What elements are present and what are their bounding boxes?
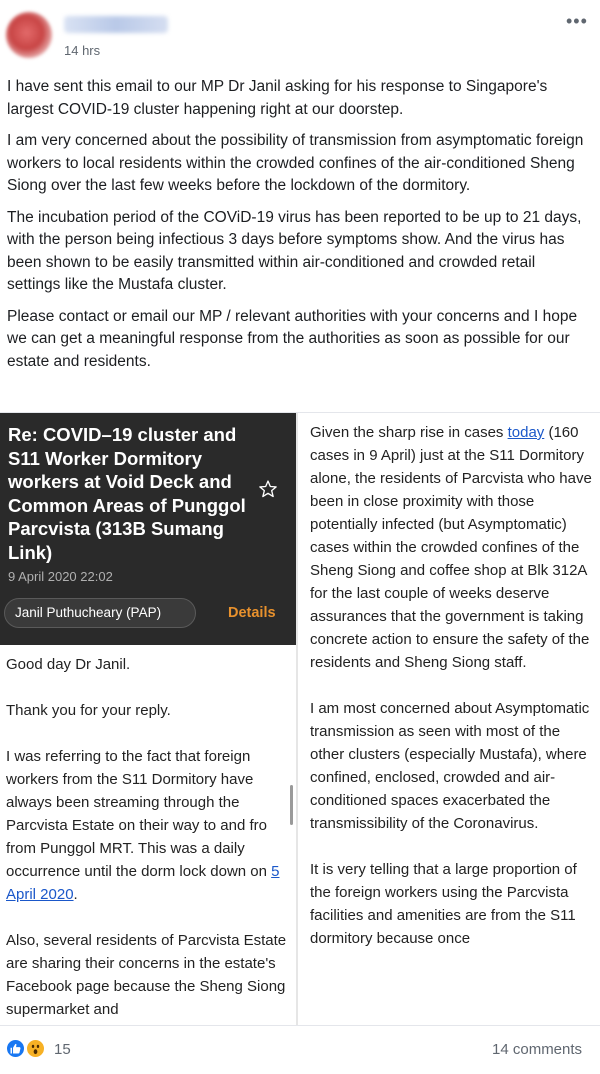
email-text: (160 cases in 9 April) just at the S11 Dormitory alone, the residents of Parcvista who have been in close proximity with those potentially infected (but Asymptomatic) cases within the crowded confines of the Sheng Siong and coffee shop at Blk 312A for the last couple of weeks deserve assurances that the government is taking concrete action to ensure the safety of the residents and Sheng Siong staff. <box>310 424 592 671</box>
like-reaction-icon[interactable] <box>5 1038 26 1059</box>
more-options-icon[interactable]: ••• <box>566 11 588 31</box>
email-date: 9 April 2020 22:02 <box>8 569 113 584</box>
post-timestamp[interactable]: 14 hrs <box>64 43 101 58</box>
email-text: Given the sharp rise in cases <box>310 424 508 441</box>
email-paragraph <box>310 421 596 674</box>
scrollbar-thumb[interactable] <box>290 785 293 825</box>
avatar[interactable] <box>6 12 52 58</box>
email-text: I was referring to the fact that foreign workers from the S11 Dormitory have always been streaming through the Parcvista Estate on their way to and fro from Punggol MRT. This was a daily occurrence until the dorm lock down on <box>6 748 272 880</box>
email-header <box>0 413 296 645</box>
post-paragraph: I am very concerned about the possibility of transmission from asymptomatic foreign workers to local residents within the crowded confines of the air-conditioned Sheng Siong over the last few weeks before the lockdown of the dormitory. <box>7 132 584 194</box>
email-body-right <box>310 421 596 973</box>
post-body <box>7 76 592 382</box>
email-paragraph: I am most concerned about Asymptomatic transmission as seen with most of the other clusters (especially Mustafa), where confined, enclosed, crowded and air-conditioned spaces exacerbated the transmissibility of the Coronavirus. <box>310 700 590 832</box>
details-link[interactable]: Details <box>228 605 276 621</box>
star-icon[interactable] <box>258 479 278 499</box>
email-panel-left <box>0 413 296 1026</box>
post-header <box>0 0 600 66</box>
email-text: . <box>73 886 78 903</box>
post-footer <box>0 1030 600 1074</box>
email-body-left <box>6 653 288 1026</box>
email-paragraph <box>6 745 288 906</box>
post-paragraph: The incubation period of the COViD-19 virus has been reported to be up to 21 days, with the person being infectious 3 days before symptoms show. And the virus has been shown to be easily transmitted within air-conditioned and crowded retail settings like the Mustafa cluster. <box>7 208 582 293</box>
email-paragraph: It is very telling that a large proportion of the foreign workers using the Parcvista facilities and amenities are from the S11 dormitory because once <box>310 861 577 947</box>
today-link[interactable]: today <box>507 424 545 441</box>
sender-chip[interactable]: Janil Puthucheary (PAP) <box>4 598 196 628</box>
wow-reaction-icon[interactable] <box>25 1038 46 1059</box>
author-name-redacted[interactable] <box>64 16 168 33</box>
email-paragraph: Also, several residents of Parcvista Estate are sharing their concerns in the estate's Facebook page because the Sheng Siong supermarket and <box>6 932 287 1018</box>
date-link[interactable]: 5 April 2020 <box>6 863 280 903</box>
attached-email-screenshot[interactable] <box>0 412 600 1026</box>
reaction-count[interactable]: 15 <box>54 1041 71 1058</box>
comment-count[interactable]: 14 comments <box>492 1041 583 1058</box>
email-greeting: Good day Dr Janil. <box>6 656 131 673</box>
post-paragraph: Please contact or email our MP / relevant authorities with your concerns and I hope we can get a meaningful response from the authorities as soon as possible for our estate and residents. <box>7 307 578 370</box>
post-paragraph: I have sent this email to our MP Dr Janil asking for his response to Singapore's largest COVID-19 cluster happening right at our doorstep. <box>7 78 548 118</box>
email-panel-right <box>298 413 600 1026</box>
email-subject: Re: COVID–19 cluster and S11 Worker Dormitory workers at Void Deck and Common Areas of Punggol Parcvista (313B Sumang Link) <box>8 424 246 563</box>
email-thanks: Thank you for your reply. <box>6 702 171 719</box>
